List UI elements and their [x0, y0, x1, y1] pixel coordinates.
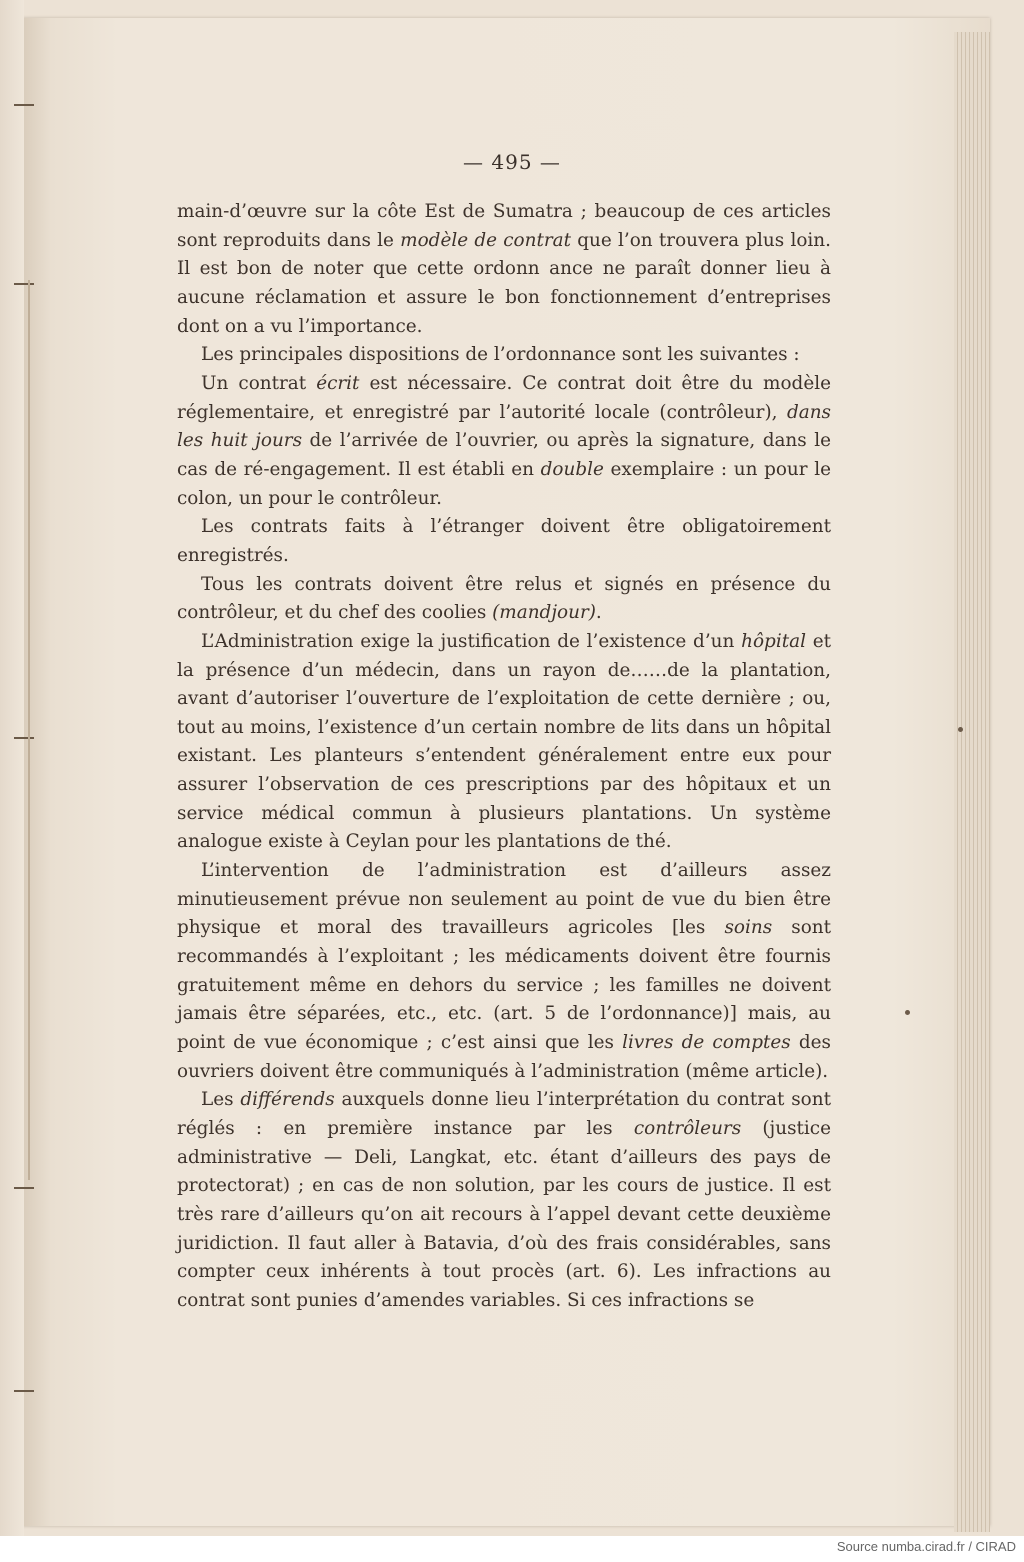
page-number: — 495 — — [463, 150, 561, 174]
paragraph: Les contrats faits à l’étranger doivent être obligatoirement enregistrés. — [177, 516, 831, 566]
paragraph: Tous les contrats doivent être relus et signés en présence du contrôleur, et du chef des coolies (mandjour). — [177, 573, 831, 624]
paragraph: main-d’œuvre sur la côte Est de Sumatra ; beaucoup de ces articles sont reproduits dans le modèle de contrat que l’on trouvera plus loin. Il est bon de noter que cette ordonn ance ne paraît donner lieu à aucune réclamation et assure le bon fonctionnement d’entreprises dont on a vu l’importance. — [177, 201, 831, 337]
paragraph: L’intervention de l’administration est d’ailleurs assez minutieusement prévue non seulement au point de vue du bien être physique et moral des travailleurs agricoles [les soins sont recommandés à l’exploitant ; les médicaments doivent être fournis gratuitement même en dehors du service ; les familles ne doivent jamais être séparées, etc., etc. (art. 5 de l’ordonnance)] mais, au point de vue économique ; c’est ainsi que les livres de comptes des ouvriers doivent être communiqués à l’administration (même article). — [177, 860, 831, 1082]
binding-mark — [14, 1390, 34, 1392]
binding-mark — [14, 283, 34, 285]
page-fore-edge — [954, 32, 990, 1532]
paragraph: L’Administration exige la justification de l’existence d’un hôpital et la présence d’un médecin, dans un rayon de……de la plantation, avant d’autoriser l’ouverture de l’exploitation de cette dernière ; ou, tout au moins, l’existence d’un certain nombre de lits dans un hôpital existant. Les planteurs s’entendent généralement entre eux pour assurer l’observation de ces prescriptions par des hôpitaux et un service médical commun à plusieurs plantations. Un système analogue existe à Ceylan pour les plantations de thé. — [177, 630, 832, 853]
paragraph: Un contrat écrit est nécessaire. Ce contrat doit être du modèle réglementaire, et enregistré par l’autorité locale (contrôleur), dans les huit jours de l’arrivée de l’ouvrier, ou après la signature, dans le cas de ré-engagement. Il est établi en double exemplaire : un pour le colon, un pour le contrôleur. — [177, 372, 831, 509]
paragraph: Les différends auxquels donne lieu l’interprétation du contrat sont réglés : en première instance par les contrôleurs (justice administrative — Deli, Langkat, etc. étant d’ailleurs des pays de protectorat) ; en cas de non solution, par les cours de justice. Il est très rare d’ailleurs qu’on ait recours à l’appel devant cette deuxième juridiction. Il faut aller à Batavia, d’où des frais considérables, sans compter ceux inhérents à tout procès (art. 6). Les infractions au contrat sont punies d’amendes variables. Si ces infractions se — [177, 1089, 831, 1311]
binding-mark — [14, 1187, 34, 1189]
paragraph: Les principales dispositions de l’ordonnance sont les suivantes : — [201, 344, 800, 366]
binding-line — [28, 280, 30, 1180]
book-spine — [0, 0, 24, 1536]
paper-speck — [958, 727, 963, 732]
body-text — [177, 198, 831, 1316]
binding-mark — [14, 104, 34, 106]
binding-mark — [14, 737, 34, 739]
source-credit: Source numba.cirad.fr / CIRAD — [836, 1539, 1016, 1554]
paper-speck — [905, 1010, 910, 1015]
